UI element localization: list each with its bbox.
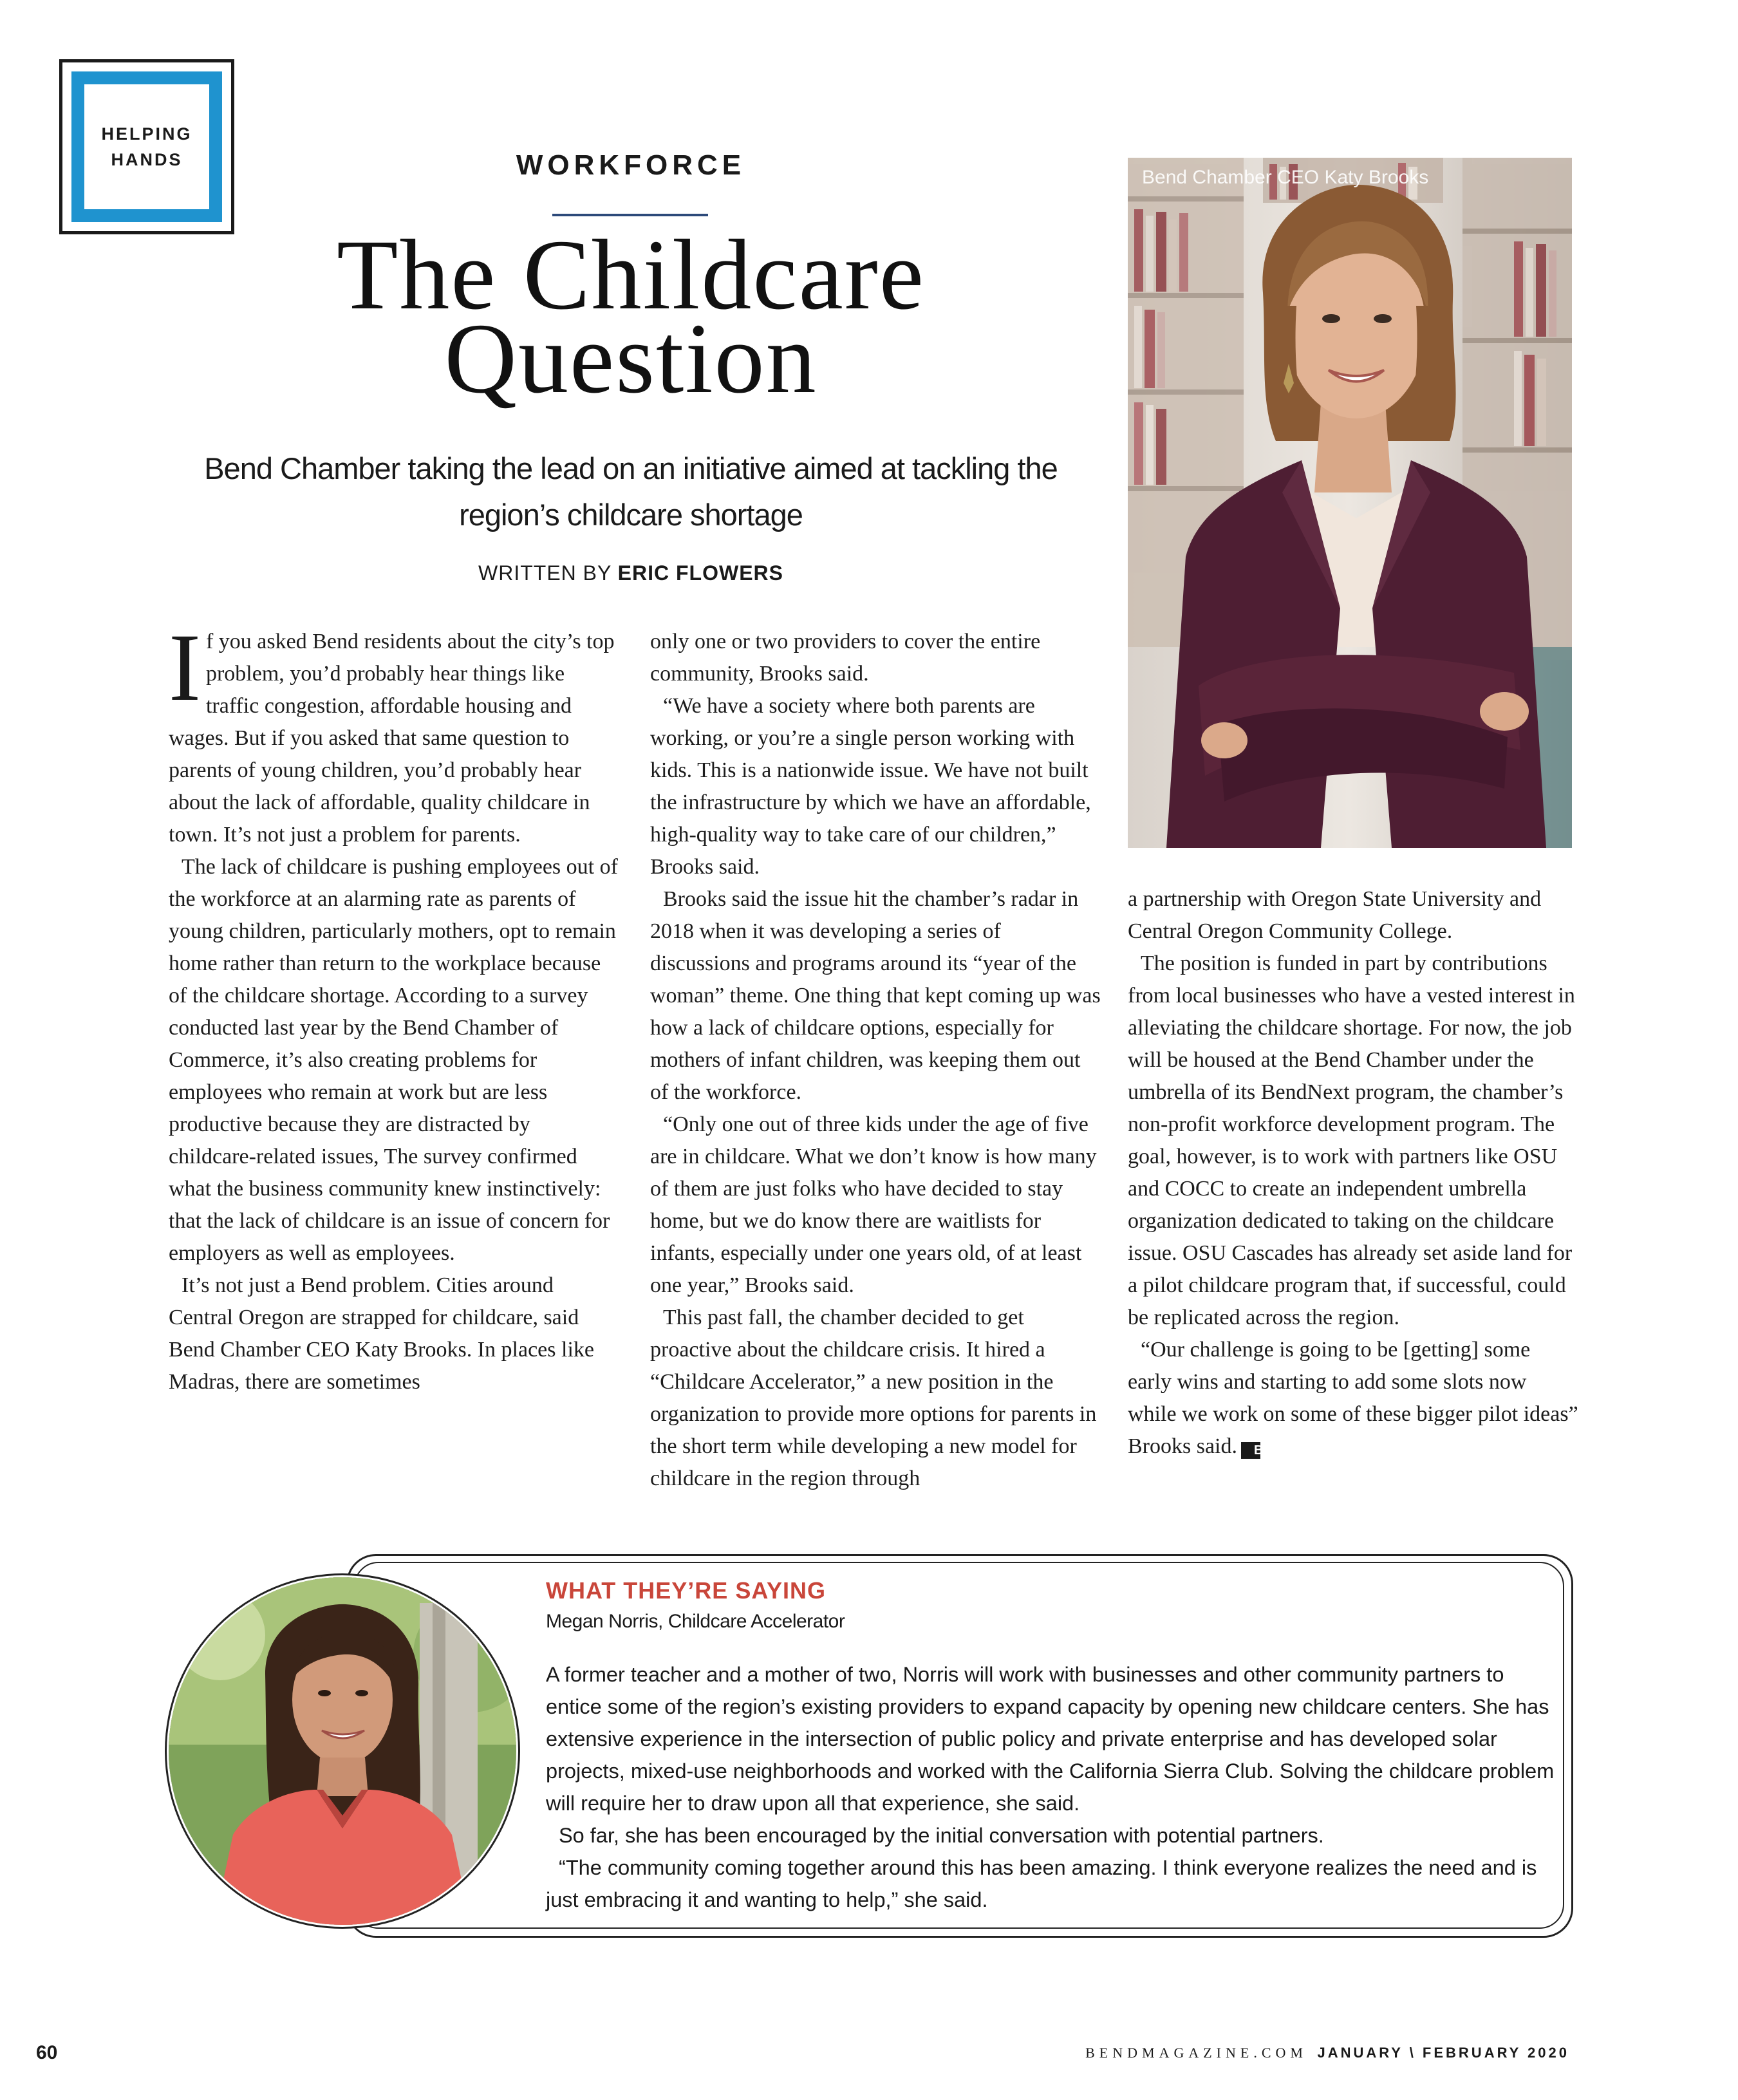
article-paragraph: “We have a society where both parents are working, or you’re a single person working with kids. This is a nationwide issue. We have not built the infrastructure by which we have an affordable, high-quality way to take care of our children,” Brooks said. [650, 694, 1091, 879]
article-paragraph: This past fall, the chamber decided to get proactive about the childcare crisis. It hired a “Childcare Accelerator,” a new position in the organization to provide more options for parents in the short term while developing a new model for childcare in the region through [650, 1306, 1097, 1490]
page-footer [1085, 2045, 1569, 2061]
footer-issue: JANUARY \ FEBRUARY 2020 [1317, 2045, 1569, 2061]
sidebar-paragraph: So far, she has been encouraged by the initial conversation with potential partners. [559, 1824, 1324, 1847]
sidebar-portrait-photo [169, 1577, 516, 1925]
article-paragraph: only one or two providers to cover the entire community, Brooks said. [650, 630, 1041, 686]
sidebar-body [546, 1658, 1556, 1916]
sidebar-person: Megan Norris, Childcare Accelerator [546, 1611, 845, 1632]
article-paragraph: The lack of childcare is pushing employees out of the workforce at an alarming rate as parents of young children, particularly mothers, opt to remain home rather than return to the workplace because of the childcare shortage. According to a survey conducted last year by the Bend Chamber of Commerce, it’s also creating problems for employees who remain at work but are less productive because they are distracted by childcare-related issues, The survey confirmed what the business community knew instinctively: that the lack of childcare is an issue of concern for employers as well as employees. [169, 855, 618, 1265]
kicker-divider [552, 214, 708, 216]
footer-site: BENDMAGAZINE.COM [1085, 2045, 1307, 2061]
article-paragraph: If you asked Bend residents about the city’s top problem, you’d probably hear things like traffic congestion, affordable housing and wages. But if you asked that same question to parents of young children, you’d probably hear about the lack of affordable, quality childcare in town. It’s not just a problem for parents. [169, 614, 615, 847]
article-deck: Bend Chamber taking the lead on an initiative aimed at tackling the region’s childcare shortage [204, 451, 1058, 532]
sidebar-portrait-illustration [169, 1577, 516, 1925]
sidebar-paragraph: “The community coming together around this has been amazing. I think everyone realizes the need and is just embracing it and wanting to help,” she said. [546, 1856, 1537, 1911]
article-paragraph: The position is funded in part by contributions from local businesses who have a vested interest in alleviating the childcare shortage. For now, the job will be housed at the Bend Chamber under the umbrella of its BendNext program, the chamber’s non-profit workforce development program. The goal, however, is to work with partners like OSU and COCC to create an independent umbrella organization dedicated to taking on the childcare issue. OSU Cascades has already set aside land for a pilot childcare program that, if successful, could be replicated across the region. [1128, 952, 1575, 1329]
page-number: 60 [36, 2042, 58, 2063]
section-badge-frame [71, 71, 222, 222]
article-paragraph: It’s not just a Bend problem. Cities around Central Oregon are strapped for childcare, said Bend Chamber CEO Katy Brooks. In places like Madras, there are sometimes [169, 1273, 594, 1394]
section-badge [59, 59, 234, 234]
portrait-illustration [1128, 158, 1572, 848]
article-paragraph: “Only one out of three kids under the age of five are in childcare. What we don’t know is how many of them are just folks who have decided to stay home, but we do know there are waitlists for infants, especially under one years old, of at least one year,” Brooks said. [650, 1112, 1097, 1297]
sidebar-paragraph: A former teacher and a mother of two, Norris will work with businesses and other community partners to entice some of the region’s existing providers to expand capacity by opening new childcare centers. She has extensive experience in the intersection of public policy and private enterprise and has developed solar projects, mixed-use neighborhoods and worked with the California Sierra Club. Solving the childcare problem will require her to draw upon all that experience, she said. [546, 1663, 1555, 1815]
section-badge-label: HELPING HANDS [101, 124, 192, 169]
article-paragraph: a partnership with Oregon State University and Central Oregon Community College. [1128, 887, 1542, 943]
drop-cap: I [169, 614, 201, 721]
article-column-2 [650, 626, 1101, 1495]
byline-prefix: WRITTEN BY [478, 561, 612, 585]
end-mark-icon: B [1241, 1442, 1260, 1459]
photo-caption: Bend Chamber CEO Katy Brooks [1142, 167, 1429, 188]
page-title: The Childcare Question [337, 219, 925, 414]
article-column-3 [1128, 883, 1578, 1463]
section-kicker: WORKFORCE [516, 149, 746, 181]
article-paragraph: “Our challenge is going to be [getting] some early wins and starting to add some slots now while we work on some of these bigger pilot ideas” Brooks said. B [1128, 1338, 1578, 1458]
sidebar-label: WHAT THEY’RE SAYING [546, 1577, 827, 1604]
portrait-photo [1128, 158, 1572, 848]
byline [322, 561, 940, 585]
byline-author: ERIC FLOWERS [617, 561, 783, 585]
article-paragraph: Brooks said the issue hit the chamber’s radar in 2018 when it was developing a series of discussions and programs around its “year of the woman” theme. One thing that kept coming up was how a lack of childcare options, especially for mothers of infant children, was keeping them out of the workforce. [650, 887, 1101, 1104]
article-column-1 [169, 614, 619, 1398]
